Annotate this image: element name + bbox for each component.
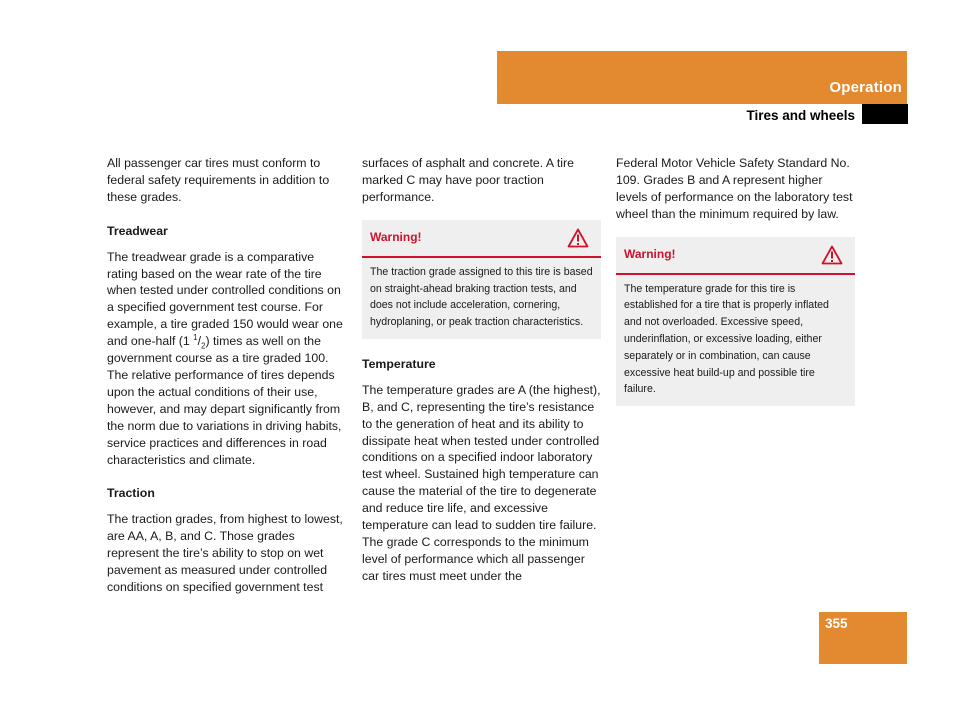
traction-paragraph: The traction grades, from highest to lowest, are AA, A, B, and C. Those grades represent the tire’s ability to stop on wet pavement as measured under controlled conditions on specified government test (107, 512, 343, 594)
column-1 (107, 155, 347, 596)
treadwear-paragraph (107, 249, 347, 469)
warning-header (362, 220, 601, 258)
temperature-warning-box (616, 237, 855, 407)
section-marker (862, 104, 908, 124)
treadwear-heading: Treadwear (107, 223, 168, 238)
column-3 (616, 155, 856, 406)
treadwear-text-b: ) times as well on the government course as a tire graded 100. The relative performance of tires depends upon the actual conditions of their use, however, and may depart significantly from the norm due to variations in driving habits, service practices and differences in road characteristics and climate. (107, 334, 342, 467)
section-title: Operation (829, 79, 902, 96)
warning-label: Warning! (624, 247, 676, 262)
warning-text: The temperature grade for this tire is established for a tire that is properly inflated and not overloaded. Excessive speed, underinflation, or excessive loading, either separately or in combination, can cause excessive heat build-up and possible tire failure. (624, 282, 829, 396)
warning-text: The traction grade assigned to this tire is based on straight-ahead braking traction tests, and does not include acceleration, cornering, hydroplaning, or peak traction characteristics. (370, 265, 593, 329)
fraction-slash: / (197, 334, 202, 349)
fraction-numerator: 1 (193, 333, 198, 343)
page-number: 355 (825, 616, 848, 631)
traction-continued: surfaces of asphalt and concrete. A tire marked C may have poor traction performance. (362, 156, 574, 204)
section-tab (497, 51, 907, 104)
treadwear-text-a: The treadwear grade is a comparative rating based on the wear rate of the tire when tested under controlled conditions on a specified government test course. For example, a tire graded 150 would wear one and one-half (1 (107, 249, 343, 349)
fraction-denominator: 2 (201, 341, 206, 351)
traction-heading: Traction (107, 486, 155, 501)
intro-paragraph: All passenger car tires must conform to federal safety requirements in addition to these grades. (107, 156, 330, 204)
warning-triangle-icon (567, 228, 589, 248)
subsection-title: Tires and wheels (746, 108, 855, 123)
column-2 (362, 155, 602, 585)
traction-warning-box (362, 220, 601, 339)
warning-header (616, 237, 855, 275)
warning-label: Warning! (370, 230, 422, 245)
temperature-heading: Temperature (362, 356, 436, 371)
warning-triangle-icon (821, 245, 843, 265)
temperature-continued: Federal Motor Vehicle Safety Standard No. 109. Grades B and A represent higher levels of performance on the laboratory test wheel than the minimum required by law. (616, 156, 853, 221)
temperature-paragraph: The temperature grades are A (the highest), B, and C, representing the tire’s resistance to the generation of heat and its ability to dissipate heat when tested under controlled conditions on a specified indoor laboratory test wheel. Sustained high temperature can cause the material of the tire to degenerate and reduce tire life, and excessive temperature can lead to sudden tire failure. The grade C corresponds to the minimum level of performance which all passenger car tires must meet under the (362, 382, 601, 583)
